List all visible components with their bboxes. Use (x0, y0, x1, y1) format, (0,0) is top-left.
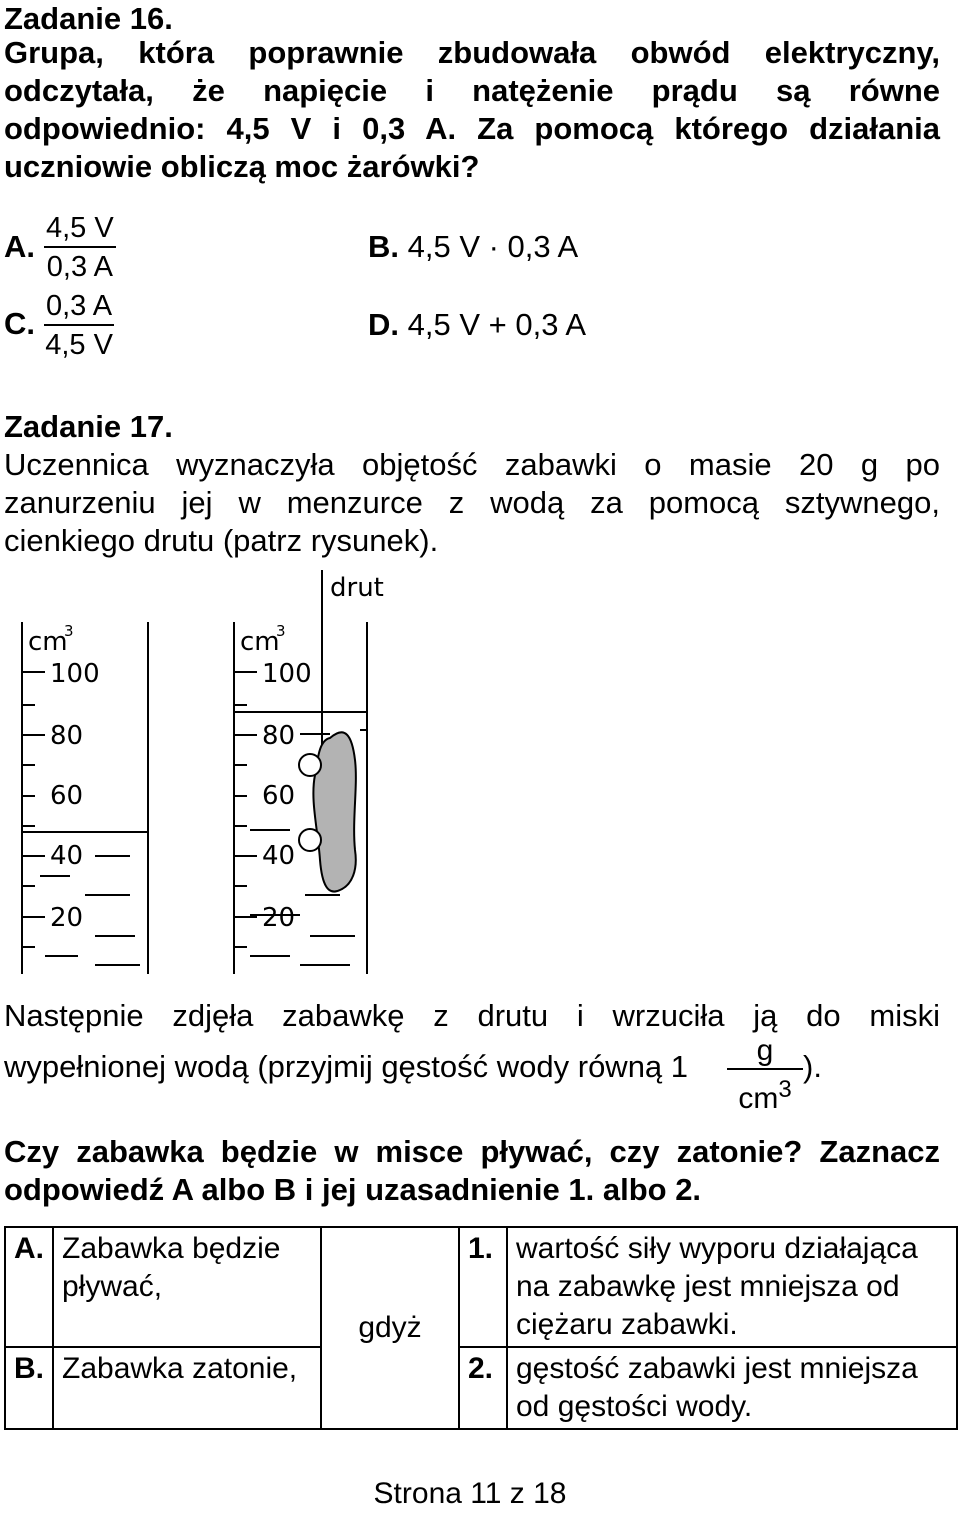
option-a-numerator: 4,5 V (44, 212, 116, 248)
task16-line-2: odczytała, że napięcie i natężenie prądu są równe (4, 73, 940, 108)
task16-line-3: odpowiednio: 4,5 V i 0,3 A. Za pomocą którego działania (4, 111, 940, 146)
answer-b-text[interactable]: Zabawka zatonie, (53, 1347, 321, 1429)
reason-1-label[interactable]: 1. (459, 1227, 507, 1347)
answer-a-label[interactable]: A. (5, 1227, 53, 1347)
answer-b-label[interactable]: B. (5, 1347, 53, 1429)
left-scale-80: 80 (50, 721, 84, 751)
option-c-fraction (44, 290, 114, 362)
answer-a-text[interactable]: Zabawka będzie pływać, (53, 1227, 321, 1347)
wire-label: drut (330, 573, 384, 603)
left-scale-40: 40 (50, 841, 84, 871)
density-denominator-exponent: 3 (778, 1076, 792, 1103)
right-scale-40: 40 (262, 841, 296, 871)
left-unit-label: cm (28, 627, 68, 657)
left-unit-exponent: 3 (64, 622, 74, 640)
reason-2-label[interactable]: 2. (459, 1347, 507, 1429)
wire-loop-top (299, 754, 321, 776)
right-cylinder (234, 570, 384, 974)
option-c-denominator: 4,5 V (45, 329, 113, 361)
task17-line-1: Uczennica wyznaczyła objętość zabawki o masie 20 g po (4, 447, 940, 482)
option-d-text: 4,5 V + 0,3 A (407, 307, 587, 342)
left-cylinder (22, 622, 148, 974)
question-line-1: Czy zabawka będzie w misce pływać, czy zatonie? Zaznacz (4, 1134, 940, 1169)
option-a-denominator: 0,3 A (46, 251, 113, 283)
right-scale-60: 60 (262, 781, 296, 811)
density-text-end: ). (803, 1049, 822, 1084)
left-scale-100: 100 (50, 659, 100, 689)
left-scale-20: 20 (50, 903, 84, 933)
option-b-text: 4,5 V · 0,3 A (407, 229, 579, 264)
page-footer: Strona 11 z 18 (373, 1477, 567, 1510)
left-scale-60: 60 (50, 781, 84, 811)
right-scale-20: 20 (262, 903, 296, 933)
task16-line-1: Grupa, która poprawnie zbudowała obwód elektryczny, (4, 35, 940, 70)
option-d-label: D. (368, 307, 399, 342)
wire-loop-bottom (299, 829, 321, 851)
right-scale-80: 80 (262, 721, 296, 751)
option-b-label: B. (368, 229, 399, 264)
task16-line-4: uczniowie obliczą moc żarówki? (4, 149, 480, 184)
density-denominator-unit: cm (738, 1082, 779, 1115)
task17-line-3: cienkiego drutu (patrz rysunek). (4, 523, 439, 558)
task17-after-line-2 (4, 1048, 688, 1086)
task17-heading: Zadanie 17. (4, 409, 173, 444)
option-c-label: C. (4, 306, 35, 341)
option-d (368, 306, 586, 344)
task17-after-line-1: Następnie zdjęła zabawkę z drutu i wrzuciła ją do miski (4, 998, 940, 1033)
measuring-cylinders-figure (0, 560, 400, 980)
option-a-fraction (44, 212, 116, 284)
right-unit-exponent: 3 (276, 622, 286, 640)
option-a-label: A. (4, 229, 35, 264)
density-text: wypełnionej wodą (przyjmij gęstość wody równą 1 (4, 1049, 689, 1084)
reason-2-text[interactable]: gęstość zabawki jest mniejsza od gęstości wody. (507, 1347, 957, 1429)
connector: gdyż (321, 1227, 459, 1429)
option-b (368, 228, 578, 266)
toy (313, 732, 355, 891)
answer-table (4, 1226, 958, 1430)
question-line-2: odpowiedź A albo B i jej uzasadnienie 1. albo 2. (4, 1172, 702, 1207)
right-unit-label: cm (240, 627, 280, 657)
density-denominator (727, 1070, 803, 1119)
density-numerator: g (727, 1034, 803, 1070)
right-scale-100: 100 (262, 659, 312, 689)
reason-1-text[interactable]: wartość siły wyporu działająca na zabawkę jest mniejsza od ciężaru zabawki. (507, 1227, 957, 1347)
task16-heading: Zadanie 16. (4, 1, 173, 36)
density-unit-fraction (727, 1034, 803, 1119)
option-c-numerator: 0,3 A (44, 290, 114, 326)
task17-line-2: zanurzeniu jej w menzurce z wodą za pomocą sztywnego, (4, 485, 940, 520)
